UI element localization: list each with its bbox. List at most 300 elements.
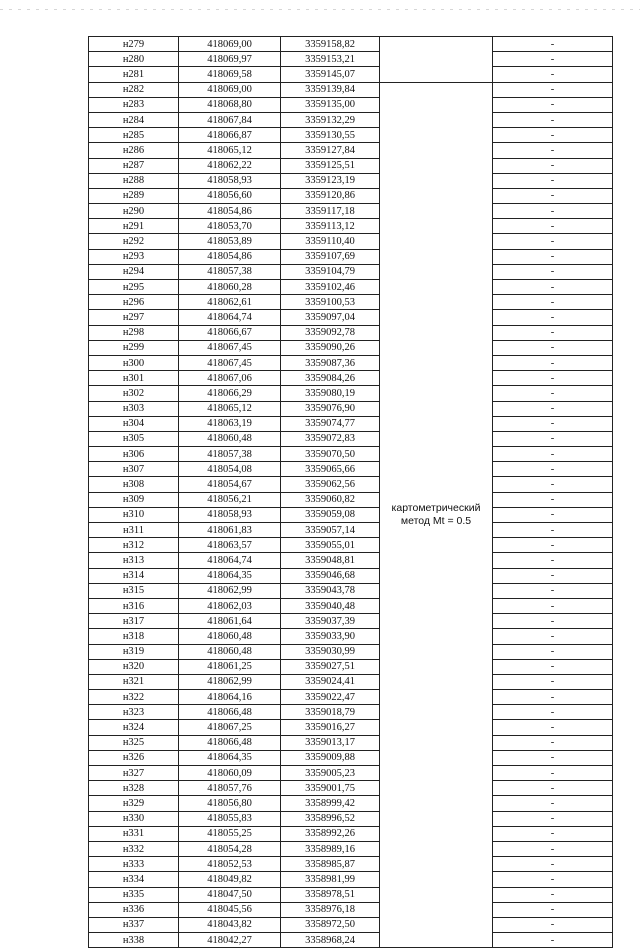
method-accuracy: метод Mt = 0.5 [400, 514, 472, 527]
point-name-cell: н326 [89, 750, 179, 765]
table-row [89, 143, 613, 158]
x-coordinate-cell: 418066,48 [179, 735, 281, 750]
description-cell: - [493, 598, 613, 613]
x-coordinate-cell: 418054,86 [179, 204, 281, 219]
description-cell: - [493, 416, 613, 431]
y-coordinate-cell: 3358976,18 [281, 902, 380, 917]
y-coordinate-cell: 3359125,51 [281, 158, 380, 173]
point-name-cell: н301 [89, 371, 179, 386]
y-coordinate-cell: 3359107,69 [281, 249, 380, 264]
description-cell: - [493, 826, 613, 841]
table-row [89, 887, 613, 902]
point-name-cell: н327 [89, 766, 179, 781]
table-row [89, 447, 613, 462]
y-coordinate-cell: 3359130,55 [281, 128, 380, 143]
table-row [89, 614, 613, 629]
y-coordinate-cell: 3359092,78 [281, 325, 380, 340]
x-coordinate-cell: 418063,57 [179, 538, 281, 553]
point-name-cell: н337 [89, 917, 179, 932]
table-row [89, 872, 613, 887]
table-row [89, 523, 613, 538]
description-cell: - [493, 447, 613, 462]
y-coordinate-cell: 3358996,52 [281, 811, 380, 826]
point-name-cell: н325 [89, 735, 179, 750]
point-name-cell: н335 [89, 887, 179, 902]
y-coordinate-cell: 3359037,39 [281, 614, 380, 629]
y-coordinate-cell: 3359087,36 [281, 355, 380, 370]
y-coordinate-cell: 3359027,51 [281, 659, 380, 674]
y-coordinate-cell: 3359062,56 [281, 477, 380, 492]
y-coordinate-cell: 3359059,08 [281, 507, 380, 522]
y-coordinate-cell: 3358981,99 [281, 872, 380, 887]
description-cell: - [493, 507, 613, 522]
y-coordinate-cell: 3359022,47 [281, 690, 380, 705]
y-coordinate-cell: 3359005,23 [281, 766, 380, 781]
y-coordinate-cell: 3359072,83 [281, 431, 380, 446]
x-coordinate-cell: 418069,00 [179, 82, 281, 97]
table-row [89, 766, 613, 781]
point-name-cell: н302 [89, 386, 179, 401]
point-name-cell: н328 [89, 781, 179, 796]
description-cell: - [493, 872, 613, 887]
point-name-cell: н319 [89, 644, 179, 659]
description-cell: - [493, 52, 613, 67]
description-cell: - [493, 553, 613, 568]
description-cell: - [493, 355, 613, 370]
x-coordinate-cell: 418069,00 [179, 37, 281, 52]
x-coordinate-cell: 418060,48 [179, 431, 281, 446]
x-coordinate-cell: 418043,82 [179, 917, 281, 932]
description-cell: - [493, 340, 613, 355]
method-cell [380, 82, 493, 948]
description-cell: - [493, 431, 613, 446]
y-coordinate-cell: 3359030,99 [281, 644, 380, 659]
x-coordinate-cell: 418066,67 [179, 325, 281, 340]
y-coordinate-cell: 3359135,00 [281, 97, 380, 112]
description-cell: - [493, 280, 613, 295]
table-row [89, 735, 613, 750]
table-row [89, 477, 613, 492]
description-cell: - [493, 264, 613, 279]
table-row [89, 462, 613, 477]
x-coordinate-cell: 418062,99 [179, 674, 281, 689]
table-row [89, 158, 613, 173]
description-cell: - [493, 477, 613, 492]
y-coordinate-cell: 3358985,87 [281, 857, 380, 872]
x-coordinate-cell: 418065,12 [179, 401, 281, 416]
table-row [89, 325, 613, 340]
y-coordinate-cell: 3359110,40 [281, 234, 380, 249]
table-row [89, 629, 613, 644]
description-cell: - [493, 841, 613, 856]
x-coordinate-cell: 418054,67 [179, 477, 281, 492]
table-row [89, 538, 613, 553]
x-coordinate-cell: 418049,82 [179, 872, 281, 887]
y-coordinate-cell: 3359024,41 [281, 674, 380, 689]
table-row [89, 416, 613, 431]
description-cell: - [493, 249, 613, 264]
point-name-cell: н300 [89, 355, 179, 370]
x-coordinate-cell: 418058,93 [179, 173, 281, 188]
x-coordinate-cell: 418066,29 [179, 386, 281, 401]
x-coordinate-cell: 418054,08 [179, 462, 281, 477]
y-coordinate-cell: 3359123,19 [281, 173, 380, 188]
x-coordinate-cell: 418055,83 [179, 811, 281, 826]
point-name-cell: н320 [89, 659, 179, 674]
x-coordinate-cell: 418062,22 [179, 158, 281, 173]
x-coordinate-cell: 418054,86 [179, 249, 281, 264]
x-coordinate-cell: 418057,38 [179, 447, 281, 462]
y-coordinate-cell: 3359057,14 [281, 523, 380, 538]
x-coordinate-cell: 418057,76 [179, 781, 281, 796]
description-cell: - [493, 857, 613, 872]
y-coordinate-cell: 3359127,84 [281, 143, 380, 158]
point-name-cell: н284 [89, 112, 179, 127]
y-coordinate-cell: 3359097,04 [281, 310, 380, 325]
x-coordinate-cell: 418065,12 [179, 143, 281, 158]
description-cell: - [493, 310, 613, 325]
description-cell: - [493, 158, 613, 173]
description-cell: - [493, 67, 613, 82]
point-name-cell: н282 [89, 82, 179, 97]
x-coordinate-cell: 418064,74 [179, 310, 281, 325]
point-name-cell: н280 [89, 52, 179, 67]
point-name-cell: н310 [89, 507, 179, 522]
x-coordinate-cell: 418053,89 [179, 234, 281, 249]
x-coordinate-cell: 418052,53 [179, 857, 281, 872]
x-coordinate-cell: 418060,09 [179, 766, 281, 781]
y-coordinate-cell: 3358972,50 [281, 917, 380, 932]
description-cell: - [493, 766, 613, 781]
table-row [89, 933, 613, 948]
table-row [89, 811, 613, 826]
y-coordinate-cell: 3359080,19 [281, 386, 380, 401]
table-row [89, 644, 613, 659]
y-coordinate-cell: 3359009,88 [281, 750, 380, 765]
description-cell: - [493, 97, 613, 112]
table-row [89, 371, 613, 386]
point-name-cell: н306 [89, 447, 179, 462]
x-coordinate-cell: 418064,16 [179, 690, 281, 705]
y-coordinate-cell: 3359120,86 [281, 188, 380, 203]
x-coordinate-cell: 418069,97 [179, 52, 281, 67]
description-cell: - [493, 128, 613, 143]
point-name-cell: н303 [89, 401, 179, 416]
y-coordinate-cell: 3359046,68 [281, 568, 380, 583]
table-row [89, 355, 613, 370]
description-cell: - [493, 219, 613, 234]
y-coordinate-cell: 3359153,21 [281, 52, 380, 67]
y-coordinate-cell: 3359104,79 [281, 264, 380, 279]
x-coordinate-cell: 418061,64 [179, 614, 281, 629]
table-row [89, 188, 613, 203]
description-cell: - [493, 583, 613, 598]
x-coordinate-cell: 418053,70 [179, 219, 281, 234]
x-coordinate-cell: 418064,35 [179, 568, 281, 583]
x-coordinate-cell: 418061,83 [179, 523, 281, 538]
x-coordinate-cell: 418056,60 [179, 188, 281, 203]
description-cell: - [493, 887, 613, 902]
x-coordinate-cell: 418064,74 [179, 553, 281, 568]
point-name-cell: н304 [89, 416, 179, 431]
point-name-cell: н307 [89, 462, 179, 477]
table-row [89, 750, 613, 765]
description-cell: - [493, 674, 613, 689]
table-row [89, 67, 613, 82]
point-name-cell: н316 [89, 598, 179, 613]
point-name-cell: н297 [89, 310, 179, 325]
point-name-cell: н299 [89, 340, 179, 355]
x-coordinate-cell: 418067,06 [179, 371, 281, 386]
description-cell: - [493, 933, 613, 948]
x-coordinate-cell: 418055,25 [179, 826, 281, 841]
y-coordinate-cell: 3359043,78 [281, 583, 380, 598]
description-cell: - [493, 735, 613, 750]
description-cell: - [493, 902, 613, 917]
point-name-cell: н296 [89, 295, 179, 310]
x-coordinate-cell: 418062,99 [179, 583, 281, 598]
table-row [89, 431, 613, 446]
x-coordinate-cell: 418047,50 [179, 887, 281, 902]
table-row [89, 219, 613, 234]
y-coordinate-cell: 3358968,24 [281, 933, 380, 948]
y-coordinate-cell: 3359065,66 [281, 462, 380, 477]
description-cell: - [493, 644, 613, 659]
x-coordinate-cell: 418057,38 [179, 264, 281, 279]
table-row [89, 310, 613, 325]
point-name-cell: н291 [89, 219, 179, 234]
description-cell: - [493, 234, 613, 249]
table-row [89, 841, 613, 856]
point-name-cell: н308 [89, 477, 179, 492]
y-coordinate-cell: 3359055,01 [281, 538, 380, 553]
table-row [89, 340, 613, 355]
table-row [89, 386, 613, 401]
y-coordinate-cell: 3359018,79 [281, 705, 380, 720]
point-name-cell: н283 [89, 97, 179, 112]
point-name-cell: н288 [89, 173, 179, 188]
description-cell: - [493, 188, 613, 203]
point-name-cell: н336 [89, 902, 179, 917]
point-name-cell: н285 [89, 128, 179, 143]
table-row [89, 917, 613, 932]
x-coordinate-cell: 418045,56 [179, 902, 281, 917]
table-row [89, 674, 613, 689]
table-row [89, 705, 613, 720]
point-name-cell: н318 [89, 629, 179, 644]
point-name-cell: н289 [89, 188, 179, 203]
description-cell: - [493, 568, 613, 583]
table-row [89, 796, 613, 811]
point-name-cell: н313 [89, 553, 179, 568]
table-row [89, 598, 613, 613]
description-cell: - [493, 386, 613, 401]
description-cell: - [493, 629, 613, 644]
description-cell: - [493, 37, 613, 52]
point-name-cell: н305 [89, 431, 179, 446]
point-name-cell: н321 [89, 674, 179, 689]
y-coordinate-cell: 3359117,18 [281, 204, 380, 219]
scan-artifact-line [0, 9, 640, 10]
y-coordinate-cell: 3359139,84 [281, 82, 380, 97]
x-coordinate-cell: 418056,80 [179, 796, 281, 811]
table-row [89, 553, 613, 568]
table-row [89, 128, 613, 143]
point-name-cell: н309 [89, 492, 179, 507]
description-cell: - [493, 917, 613, 932]
table-row [89, 857, 613, 872]
y-coordinate-cell: 3359074,77 [281, 416, 380, 431]
point-name-cell: н334 [89, 872, 179, 887]
point-name-cell: н286 [89, 143, 179, 158]
table-row [89, 112, 613, 127]
table-row [89, 690, 613, 705]
y-coordinate-cell: 3359048,81 [281, 553, 380, 568]
description-cell: - [493, 750, 613, 765]
x-coordinate-cell: 418060,28 [179, 280, 281, 295]
y-coordinate-cell: 3359070,50 [281, 447, 380, 462]
description-cell: - [493, 720, 613, 735]
description-cell: - [493, 614, 613, 629]
y-coordinate-cell: 3359016,27 [281, 720, 380, 735]
table-row [89, 295, 613, 310]
table-row [89, 720, 613, 735]
x-coordinate-cell: 418058,93 [179, 507, 281, 522]
description-cell: - [493, 325, 613, 340]
y-coordinate-cell: 3359102,46 [281, 280, 380, 295]
table-row [89, 902, 613, 917]
description-cell: - [493, 401, 613, 416]
y-coordinate-cell: 3358999,42 [281, 796, 380, 811]
point-name-cell: н324 [89, 720, 179, 735]
x-coordinate-cell: 418063,19 [179, 416, 281, 431]
point-name-cell: н298 [89, 325, 179, 340]
x-coordinate-cell: 418067,25 [179, 720, 281, 735]
x-coordinate-cell: 418054,28 [179, 841, 281, 856]
x-coordinate-cell: 418067,45 [179, 340, 281, 355]
y-coordinate-cell: 3359100,53 [281, 295, 380, 310]
point-name-cell: н322 [89, 690, 179, 705]
x-coordinate-cell: 418069,58 [179, 67, 281, 82]
x-coordinate-cell: 418056,21 [179, 492, 281, 507]
point-name-cell: н338 [89, 933, 179, 948]
description-cell: - [493, 523, 613, 538]
point-name-cell: н332 [89, 841, 179, 856]
x-coordinate-cell: 418064,35 [179, 750, 281, 765]
x-coordinate-cell: 418060,48 [179, 644, 281, 659]
description-cell: - [493, 112, 613, 127]
point-name-cell: н317 [89, 614, 179, 629]
point-name-cell: н294 [89, 264, 179, 279]
description-cell: - [493, 371, 613, 386]
x-coordinate-cell: 418066,48 [179, 705, 281, 720]
point-name-cell: н293 [89, 249, 179, 264]
table-row [89, 52, 613, 67]
description-cell: - [493, 462, 613, 477]
y-coordinate-cell: 3359158,82 [281, 37, 380, 52]
description-cell: - [493, 204, 613, 219]
x-coordinate-cell: 418068,80 [179, 97, 281, 112]
description-cell: - [493, 538, 613, 553]
description-cell: - [493, 690, 613, 705]
y-coordinate-cell: 3358978,51 [281, 887, 380, 902]
table-row [89, 781, 613, 796]
point-name-cell: н331 [89, 826, 179, 841]
x-coordinate-cell: 418062,61 [179, 295, 281, 310]
table-row [89, 97, 613, 112]
y-coordinate-cell: 3359090,26 [281, 340, 380, 355]
y-coordinate-cell: 3359145,07 [281, 67, 380, 82]
table-row [89, 280, 613, 295]
y-coordinate-cell: 3359033,90 [281, 629, 380, 644]
point-name-cell: н312 [89, 538, 179, 553]
description-cell: - [493, 811, 613, 826]
x-coordinate-cell: 418061,25 [179, 659, 281, 674]
x-coordinate-cell: 418066,87 [179, 128, 281, 143]
description-cell: - [493, 143, 613, 158]
table-row [89, 507, 613, 522]
x-coordinate-cell: 418060,48 [179, 629, 281, 644]
y-coordinate-cell: 3359132,29 [281, 112, 380, 127]
point-name-cell: н281 [89, 67, 179, 82]
point-name-cell: н333 [89, 857, 179, 872]
coordinates-table-body [89, 37, 613, 948]
point-name-cell: н323 [89, 705, 179, 720]
table-row [89, 37, 613, 52]
table-row [89, 249, 613, 264]
method-cell-empty [380, 37, 493, 83]
description-cell: - [493, 781, 613, 796]
x-coordinate-cell: 418042,27 [179, 933, 281, 948]
y-coordinate-cell: 3359084,26 [281, 371, 380, 386]
point-name-cell: н287 [89, 158, 179, 173]
point-name-cell: н292 [89, 234, 179, 249]
method-name: картометрический [391, 501, 481, 514]
description-cell: - [493, 705, 613, 720]
x-coordinate-cell: 418062,03 [179, 598, 281, 613]
y-coordinate-cell: 3358989,16 [281, 841, 380, 856]
table-row [89, 82, 613, 97]
x-coordinate-cell: 418067,45 [179, 355, 281, 370]
coordinates-table [88, 36, 613, 948]
table-row [89, 234, 613, 249]
y-coordinate-cell: 3359001,75 [281, 781, 380, 796]
table-row [89, 583, 613, 598]
table-row [89, 173, 613, 188]
point-name-cell: н314 [89, 568, 179, 583]
table-row [89, 264, 613, 279]
table-row [89, 568, 613, 583]
table-row [89, 492, 613, 507]
description-cell: - [493, 796, 613, 811]
table-row [89, 826, 613, 841]
y-coordinate-cell: 3358992,26 [281, 826, 380, 841]
point-name-cell: н329 [89, 796, 179, 811]
description-cell: - [493, 295, 613, 310]
table-row [89, 204, 613, 219]
description-cell: - [493, 492, 613, 507]
point-name-cell: н311 [89, 523, 179, 538]
point-name-cell: н315 [89, 583, 179, 598]
y-coordinate-cell: 3359113,12 [281, 219, 380, 234]
point-name-cell: н279 [89, 37, 179, 52]
point-name-cell: н295 [89, 280, 179, 295]
point-name-cell: н290 [89, 204, 179, 219]
y-coordinate-cell: 3359060,82 [281, 492, 380, 507]
y-coordinate-cell: 3359040,48 [281, 598, 380, 613]
table-row [89, 401, 613, 416]
y-coordinate-cell: 3359076,90 [281, 401, 380, 416]
